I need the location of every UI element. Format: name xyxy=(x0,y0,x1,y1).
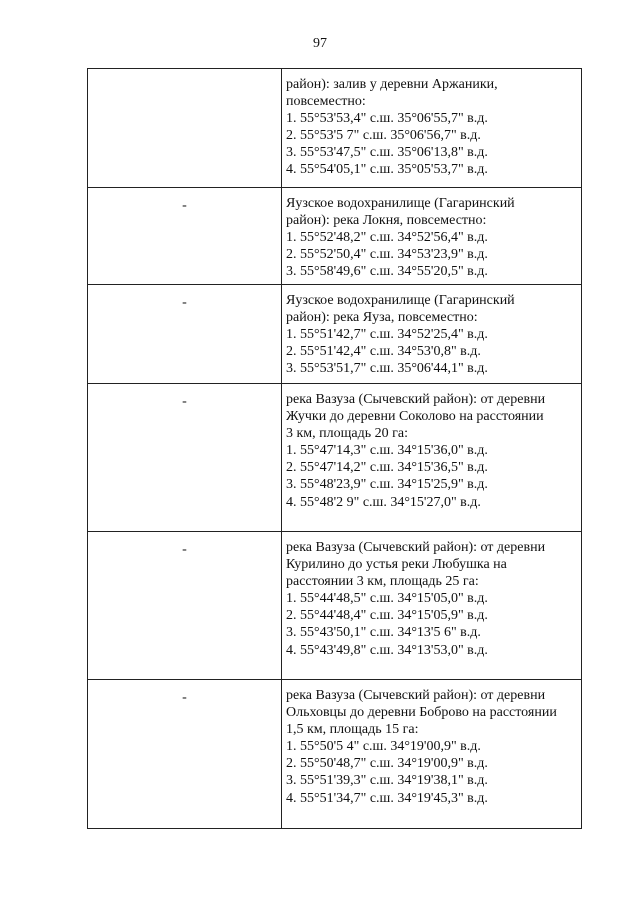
row-text-line: река Вазуза (Сычевский район): от деревни xyxy=(286,540,546,555)
row-description xyxy=(282,532,581,679)
row-text-line: 1. 55°51'42,7" с.ш. 34°52'25,4" в.д. xyxy=(286,327,488,343)
row-text-line: 3. 55°51'39,3" с.ш. 34°19'38,1" в.д. xyxy=(286,773,488,789)
row-text-line: 1. 55°47'14,3" с.ш. 34°15'36,0" в.д. xyxy=(286,443,488,459)
table-row xyxy=(88,187,581,284)
row-marker: - xyxy=(88,188,282,284)
row-text-line: 2. 55°51'42,4" с.ш. 34°53'0,8" в.д. xyxy=(286,344,481,360)
row-marker: - xyxy=(88,285,282,383)
row-text-line: 3. 55°43'50,1" с.ш. 34°13'5 6" в.д. xyxy=(286,625,481,641)
row-description xyxy=(282,680,581,828)
row-text-line: 4. 55°48'2 9" с.ш. 34°15'27,0" в.д. xyxy=(286,494,481,510)
row-text-line: 3. 55°53'51,7" с.ш. 35°06'44,1" в.д. xyxy=(286,361,488,377)
row-text-line: Курилино до устья реки Любушка на xyxy=(286,557,507,573)
row-text-line: Жучки до деревни Соколово на расстоянии xyxy=(286,409,544,425)
table-row xyxy=(88,69,581,187)
row-text-line: 4. 55°51'34,7" с.ш. 34°19'45,3" в.д. xyxy=(286,790,488,806)
row-text-line: 3 км, площадь 20 га: xyxy=(286,426,408,442)
row-text-line: 4. 55°54'05,1" с.ш. 35°05'53,7" в.д. xyxy=(286,162,488,178)
table-row xyxy=(88,284,581,383)
row-description xyxy=(282,188,581,284)
row-text-line: Яузское водохранилище (Гагаринский xyxy=(286,196,515,211)
table-row xyxy=(88,383,581,531)
row-text-line: 3. 55°53'47,5" с.ш. 35°06'13,8" в.д. xyxy=(286,145,488,161)
row-marker: - xyxy=(88,680,282,828)
row-text-line: район): река Локня, повсеместно: xyxy=(286,213,487,229)
row-text-line: район): залив у деревни Аржаники, xyxy=(286,77,498,92)
row-text-line: 2. 55°53'5 7" с.ш. 35°06'56,7" в.д. xyxy=(286,128,481,144)
row-marker xyxy=(88,69,282,187)
row-marker: - xyxy=(88,532,282,679)
coordinates-table xyxy=(87,68,582,829)
page-number: 97 xyxy=(313,36,327,51)
table-row xyxy=(88,679,581,828)
row-text-line: 1. 55°44'48,5" с.ш. 34°15'05,0" в.д. xyxy=(286,591,488,607)
row-description xyxy=(282,69,581,187)
row-text-line: 1. 55°52'48,2" с.ш. 34°52'56,4" в.д. xyxy=(286,230,488,246)
row-text-line: 4. 55°43'49,8" с.ш. 34°13'53,0" в.д. xyxy=(286,642,488,658)
row-text-line: Ольховцы до деревни Боброво на расстоянии xyxy=(286,705,557,721)
row-text-line: район): река Яуза, повсеместно: xyxy=(286,310,478,326)
row-text-line: 1. 55°53'53,4" с.ш. 35°06'55,7" в.д. xyxy=(286,111,488,127)
row-text-line: повсеместно: xyxy=(286,94,366,110)
row-text-line: 2. 55°52'50,4" с.ш. 34°53'23,9" в.д. xyxy=(286,247,488,263)
row-text-line: 3. 55°48'23,9" с.ш. 34°15'25,9" в.д. xyxy=(286,477,488,493)
row-marker: - xyxy=(88,384,282,531)
row-text-line: расстоянии 3 км, площадь 25 га: xyxy=(286,574,479,590)
row-text-line: 1. 55°50'5 4" с.ш. 34°19'00,9" в.д. xyxy=(286,739,481,755)
row-text-line: 1,5 км, площадь 15 га: xyxy=(286,722,419,738)
row-text-line: 2. 55°44'48,4" с.ш. 34°15'05,9" в.д. xyxy=(286,608,488,624)
row-text-line: 2. 55°47'14,2" с.ш. 34°15'36,5" в.д. xyxy=(286,460,488,476)
row-text-line: 2. 55°50'48,7" с.ш. 34°19'00,9" в.д. xyxy=(286,756,488,772)
table-row xyxy=(88,531,581,679)
row-description xyxy=(282,384,581,531)
row-description xyxy=(282,285,581,383)
row-text-line: 3. 55°58'49,6" с.ш. 34°55'20,5" в.д. xyxy=(286,264,488,280)
row-text-line: река Вазуза (Сычевский район): от деревни xyxy=(286,392,546,407)
row-text-line: река Вазуза (Сычевский район): от деревни xyxy=(286,688,546,703)
row-text-line: Яузское водохранилище (Гагаринский xyxy=(286,293,515,308)
